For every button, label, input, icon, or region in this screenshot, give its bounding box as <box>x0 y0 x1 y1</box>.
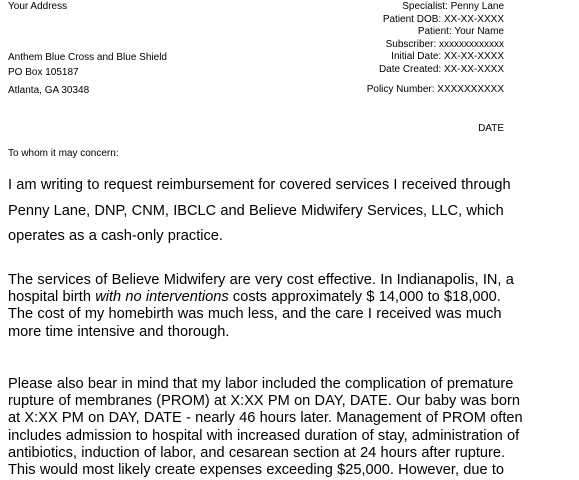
subscriber-line: Subscriber: xxxxxxxxxxxxx <box>385 38 504 50</box>
sender-address: Your Address <box>8 1 68 12</box>
initial-date-line: Initial Date: XX-XX-XXXX <box>391 51 504 62</box>
paragraph-line: The services of Believe Midwifery are very cost effective. In Indianapolis, IN, a <box>8 272 514 288</box>
patient-name-line: Patient: Your Name <box>417 26 504 37</box>
salutation: To whom it may concern: <box>8 148 119 159</box>
paragraph-cost-effectiveness <box>8 272 578 341</box>
paragraph-line: at X:XX PM on DAY, DATE - nearly 46 hours later. Management of PROM often <box>8 410 523 427</box>
policy-number: Policy Number: XXXXXXXXXX <box>366 84 504 95</box>
paragraph-line: I am writing to request reimbursement for covered services I received through <box>8 177 511 193</box>
specialist-line: Specialist: Penny Lane <box>402 1 504 12</box>
paragraph-line: The cost of my homebirth was much less, and the care I received was much <box>8 306 502 323</box>
paragraph-line: includes admission to hospital with increased duration of stay, administration of <box>8 427 520 444</box>
paragraph-line: more time intensive and thorough. <box>8 323 230 340</box>
letter-date: DATE <box>478 123 504 134</box>
text-segment: costs approximately $ 14,000 to $18,000. <box>228 289 501 306</box>
paragraph-line: operates as a cash-only practice. <box>8 228 223 244</box>
recipient-name: Anthem Blue Cross and Blue Shield <box>8 52 167 63</box>
text-segment: hospital birth <box>8 289 96 306</box>
paragraph-line: rupture of membranes (PROM) at X:XX PM on DAY, DATE. Our baby was born <box>8 393 520 410</box>
recipient-city: Atlanta, GA 30348 <box>8 85 90 96</box>
paragraph-line: This would most likely create expenses exceeding $25,000. However, due to <box>8 462 505 479</box>
recipient-address <box>8 52 167 101</box>
paragraph-line: Please also bear in mind that my labor included the complication of premature <box>8 376 514 392</box>
emphasized-text: with no interventions <box>95 289 229 306</box>
paragraph-line: antibiotics, induction of labor, and cesarean section at 24 hours after rupture. <box>8 444 506 461</box>
date-created-line: Date Created: XX-XX-XXXX <box>378 63 504 75</box>
paragraph-line: Penny Lane, DNP, CNM, IBCLC and Believe Midwifery Services, LLC, which <box>8 202 504 219</box>
paragraph-prom-complication <box>8 376 578 479</box>
paragraph-line <box>8 289 578 306</box>
patient-info-block <box>379 1 504 76</box>
paragraph-reimbursement-request <box>8 173 578 250</box>
recipient-po-box: PO Box 105187 <box>8 67 79 78</box>
patient-dob-line: Patient DOB: XX-XX-XXXX <box>382 13 504 25</box>
